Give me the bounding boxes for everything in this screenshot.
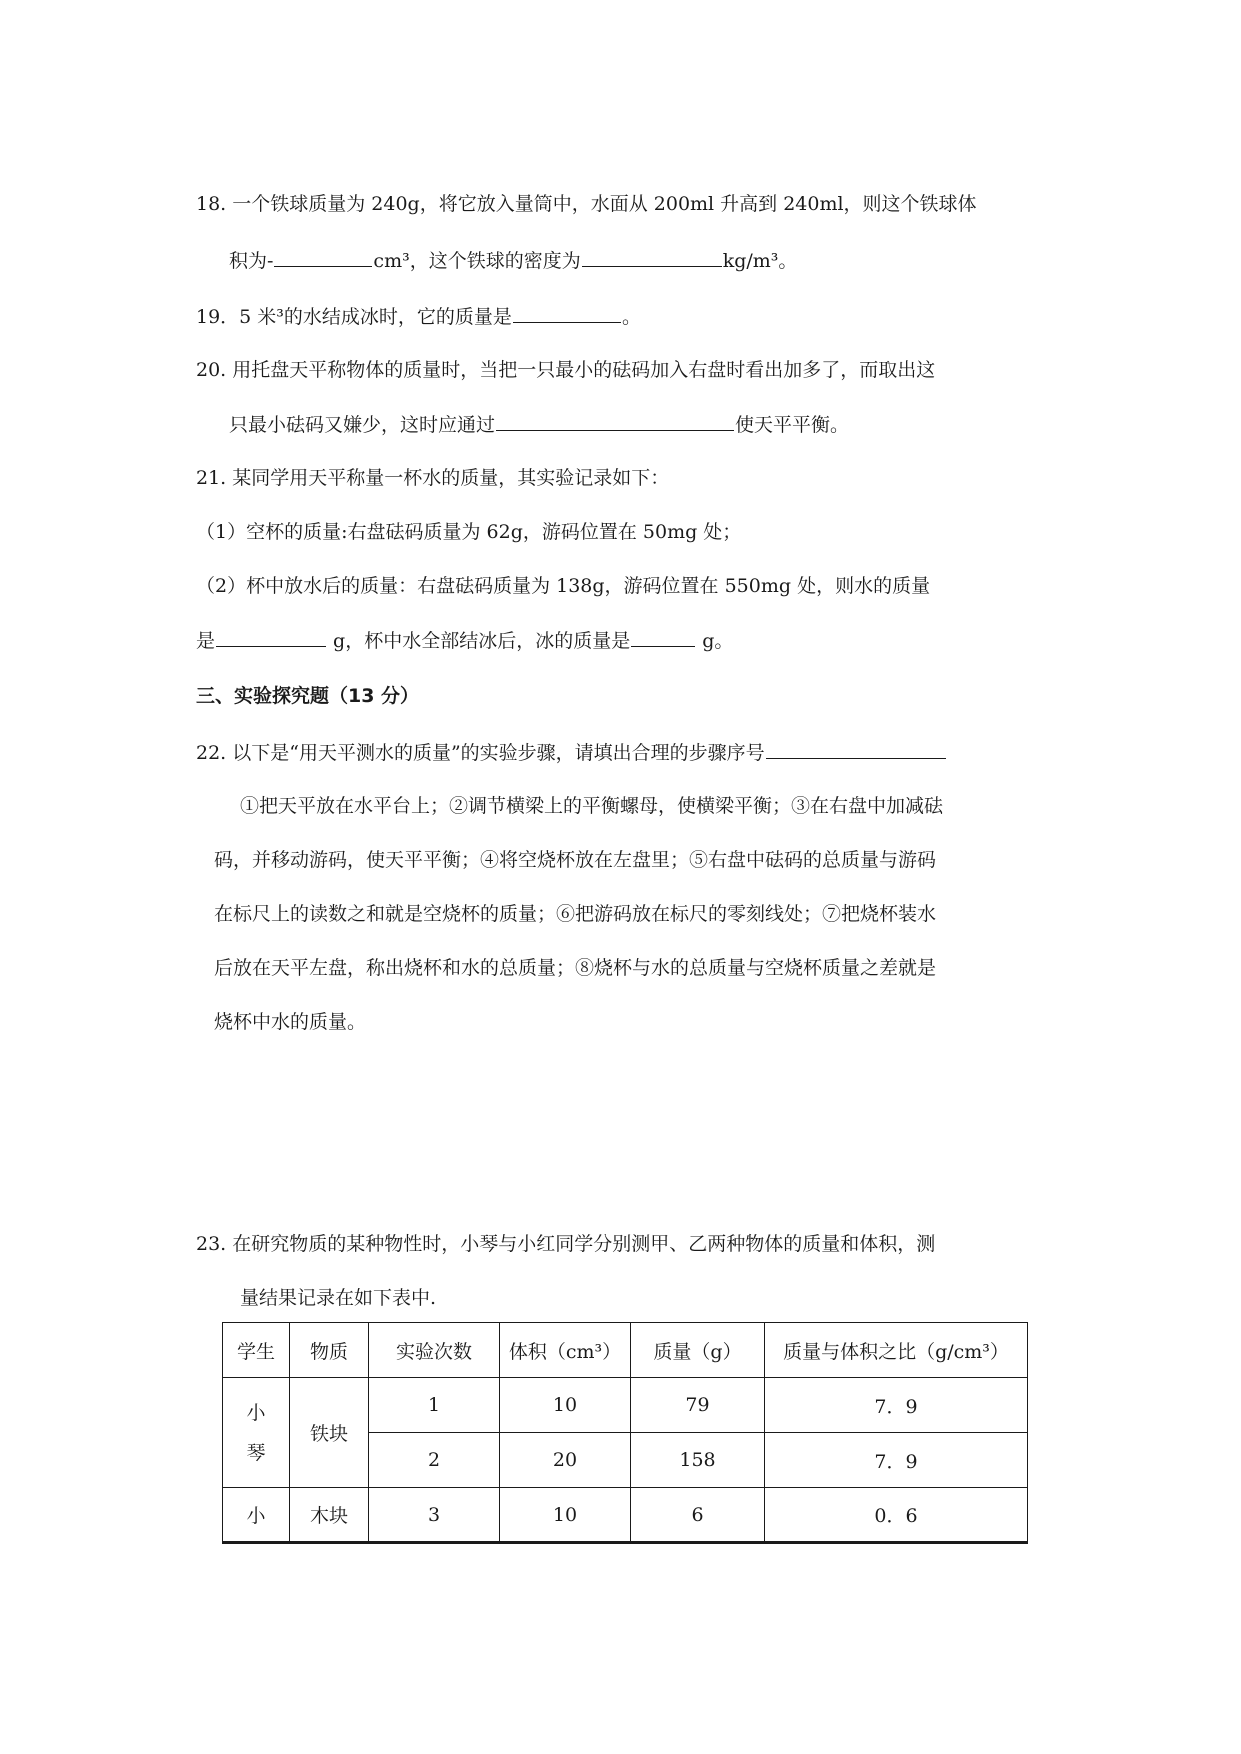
- balance-method-answer-blank[interactable]: [496, 410, 734, 431]
- header-volume: 体积（cm³）: [500, 1323, 631, 1378]
- trial-cell: 3: [369, 1488, 500, 1543]
- student-cell-2: 小: [223, 1488, 290, 1543]
- volume-cell: 10: [500, 1378, 631, 1433]
- density-answer-blank[interactable]: [582, 246, 722, 267]
- question-22-line-4: 在标尺上的读数之和就是空烧杯的质量；⑥把游码放在标尺的零刻线处；⑦把烧杯装水: [214, 903, 937, 925]
- measurement-table: [222, 1322, 1028, 1544]
- student-1-char-b: 琴: [246, 1441, 266, 1464]
- ice-mass-answer-blank[interactable]: [513, 302, 621, 323]
- question-22-line-6: 烧杯中水的质量。: [214, 1011, 367, 1033]
- question-19-text-b: 。: [621, 306, 641, 328]
- volume-cell: 20: [500, 1433, 631, 1488]
- question-21-line-1: 21. 某同学用天平称量一杯水的质量，其实验记录如下：: [196, 467, 670, 489]
- question-18-text-a: 积为-: [229, 250, 274, 272]
- question-21-line-2: （1）空杯的质量:右盘砝码质量为 62g，游码位置在 50mg 处；: [196, 521, 742, 543]
- step-order-answer-blank[interactable]: [766, 738, 946, 759]
- section-3-title: 三、实验探究题（13 分）: [196, 685, 420, 707]
- header-student: 学生: [223, 1323, 290, 1378]
- ratio-cell: 0．6: [765, 1488, 1028, 1543]
- question-18-text-b: cm³，这个铁球的密度为: [373, 250, 581, 272]
- mass-cell: 79: [631, 1378, 765, 1433]
- question-19-line: [196, 302, 641, 330]
- question-21-text-b: g，杯中水全部结冰后，冰的质量是: [327, 630, 631, 652]
- question-22-line-3: 码，并移动游码，使天平平衡；④将空烧杯放在左盘里；⑤右盘中砝码的总质量与游码: [214, 849, 937, 871]
- question-20-text-a: 只最小砝码又嫌少，这时应通过: [229, 414, 496, 436]
- question-21-text-c: g。: [696, 630, 734, 652]
- question-20-text-b: 使天平平衡。: [735, 414, 850, 436]
- mass-cell: 158: [631, 1433, 765, 1488]
- question-18-line-2: [229, 246, 797, 274]
- table-row: [223, 1488, 1028, 1543]
- question-20-line-2: [229, 410, 849, 438]
- water-mass-answer-blank[interactable]: [216, 626, 326, 647]
- material-cell-1: 铁块: [290, 1378, 369, 1488]
- question-19-text-a: 19．5 米³的水结成冰时，它的质量是: [196, 306, 512, 328]
- question-18-line-1: 18. 一个铁球质量为 240g，将它放入量筒中，水面从 200ml 升高到 240ml，则这个铁球体: [196, 193, 977, 215]
- question-22-line-1: [196, 738, 947, 766]
- question-22-line-5: 后放在天平左盘，称出烧杯和水的总质量；⑧烧杯与水的总质量与空烧杯质量之差就是: [214, 957, 937, 979]
- volume-cell: 10: [500, 1488, 631, 1543]
- header-trial: 实验次数: [369, 1323, 500, 1378]
- question-23-line-1: 23. 在研究物质的某种物性时，小琴与小红同学分别测甲、乙两种物体的质量和体积，测: [196, 1233, 936, 1255]
- question-20-line-1: 20. 用托盘天平称物体的质量时，当把一只最小的砝码加入右盘时看出加多了，而取出这: [196, 359, 936, 381]
- question-21-text-a: 是: [196, 630, 216, 652]
- question-23-line-2: 量结果记录在如下表中.: [240, 1287, 437, 1309]
- student-cell-1: [223, 1378, 290, 1488]
- header-ratio: 质量与体积之比（g/cm³）: [765, 1323, 1028, 1378]
- header-mass: 质量（g）: [631, 1323, 765, 1378]
- trial-cell: 1: [369, 1378, 500, 1433]
- ice-mass-answer-blank-2[interactable]: [631, 626, 695, 647]
- question-21-line-3: （2）杯中放水后的质量：右盘砝码质量为 138g，游码位置在 550mg 处，则水的质量: [196, 575, 931, 597]
- table-row: [223, 1378, 1028, 1433]
- volume-answer-blank[interactable]: [274, 246, 372, 267]
- question-21-line-4: [196, 626, 733, 654]
- question-18-text-c: kg/m³。: [722, 250, 798, 272]
- student-1-char-a: 小: [246, 1401, 266, 1424]
- trial-cell: 2: [369, 1433, 500, 1488]
- question-22-line-2: ①把天平放在水平台上；②调节横梁上的平衡螺母，使横梁平衡；③在右盘中加减砝: [240, 795, 944, 817]
- mass-cell: 6: [631, 1488, 765, 1543]
- ratio-cell: 7．9: [765, 1378, 1028, 1433]
- question-22-text: 22. 以下是“用天平测水的质量”的实验步骤，请填出合理的步骤序号: [196, 742, 765, 764]
- table-header-row: [223, 1323, 1028, 1378]
- header-material: 物质: [290, 1323, 369, 1378]
- ratio-cell: 7．9: [765, 1433, 1028, 1488]
- material-cell-2: 木块: [290, 1488, 369, 1543]
